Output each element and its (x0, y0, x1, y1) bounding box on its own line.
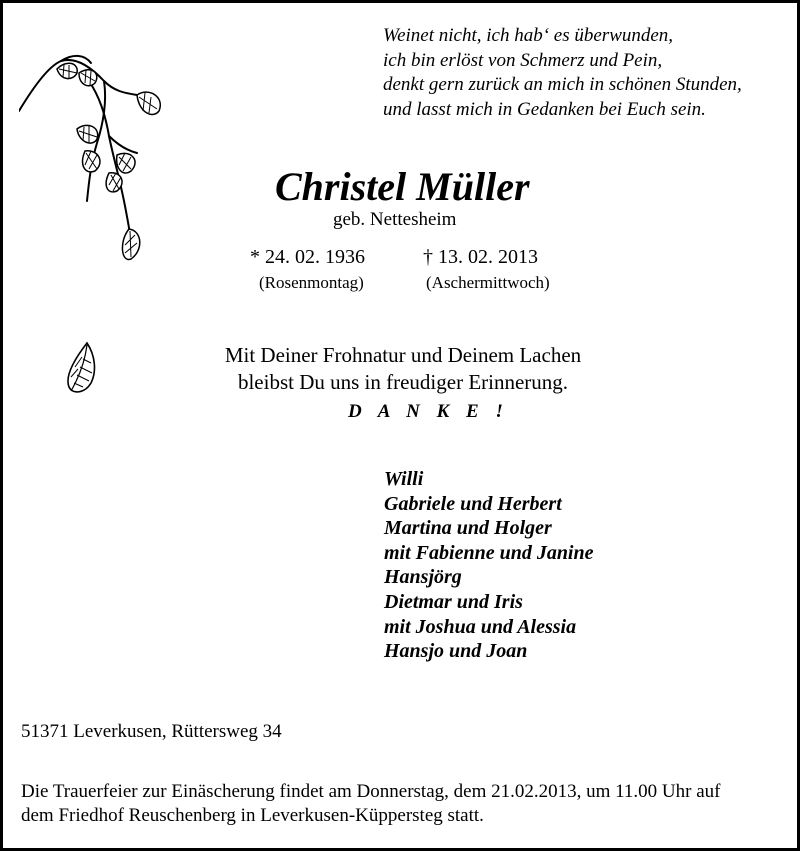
notice-line: Die Trauerfeier zur Einäscherung findet am Donnerstag, dem 21.02.2013, um 11.00 Uhr auf (21, 781, 721, 802)
address: 51371 Leverkusen, Rüttersweg 34 (21, 721, 282, 742)
birth-note: (Rosenmontag) (259, 273, 364, 292)
message-line: Mit Deiner Frohnatur und Deinem Lachen (224, 343, 582, 367)
message-line: bleibst Du uns in freudiger Erinnerung. (237, 370, 569, 394)
birth-date: * 24. 02. 1936 (250, 246, 365, 268)
death-note: (Aschermittwoch) (426, 273, 550, 292)
family-member: Martina und Holger (384, 517, 552, 540)
family-member: mit Joshua und Alessia (384, 615, 577, 638)
family-member: Gabriele und Herbert (384, 492, 562, 515)
poem-line: Weinet nicht, ich hab‘ es überwunden, (383, 25, 674, 46)
deceased-name: Christel Müller (275, 164, 530, 209)
poem-line: denkt gern zurück an mich in schönen Stunden, (383, 74, 742, 95)
funeral-notice (21, 780, 720, 828)
maiden-name: geb. Nettesheim (333, 209, 457, 230)
family-member: mit Fabienne und Janine (384, 541, 594, 564)
poem-line: und lasst mich in Gedanken bei Euch sein. (383, 98, 706, 120)
thanks-text: D A N K E ! (348, 401, 509, 422)
memorial-message (3, 342, 800, 396)
family-list (384, 467, 594, 664)
death-date: † 13. 02. 2013 (423, 246, 538, 268)
notice-line: dem Friedhof Reuschenberg in Leverkusen-Küppersteg statt. (21, 805, 484, 826)
family-member: Hansjörg (384, 566, 462, 589)
poem (383, 24, 742, 122)
birch-branch-icon (19, 51, 179, 281)
poem-line: ich bin erlöst von Schmerz und Pein, (383, 49, 663, 71)
family-member: Hansjo und Joan (384, 640, 528, 663)
family-member: Willi (384, 468, 424, 490)
family-member: Dietmar und Iris (384, 590, 523, 613)
